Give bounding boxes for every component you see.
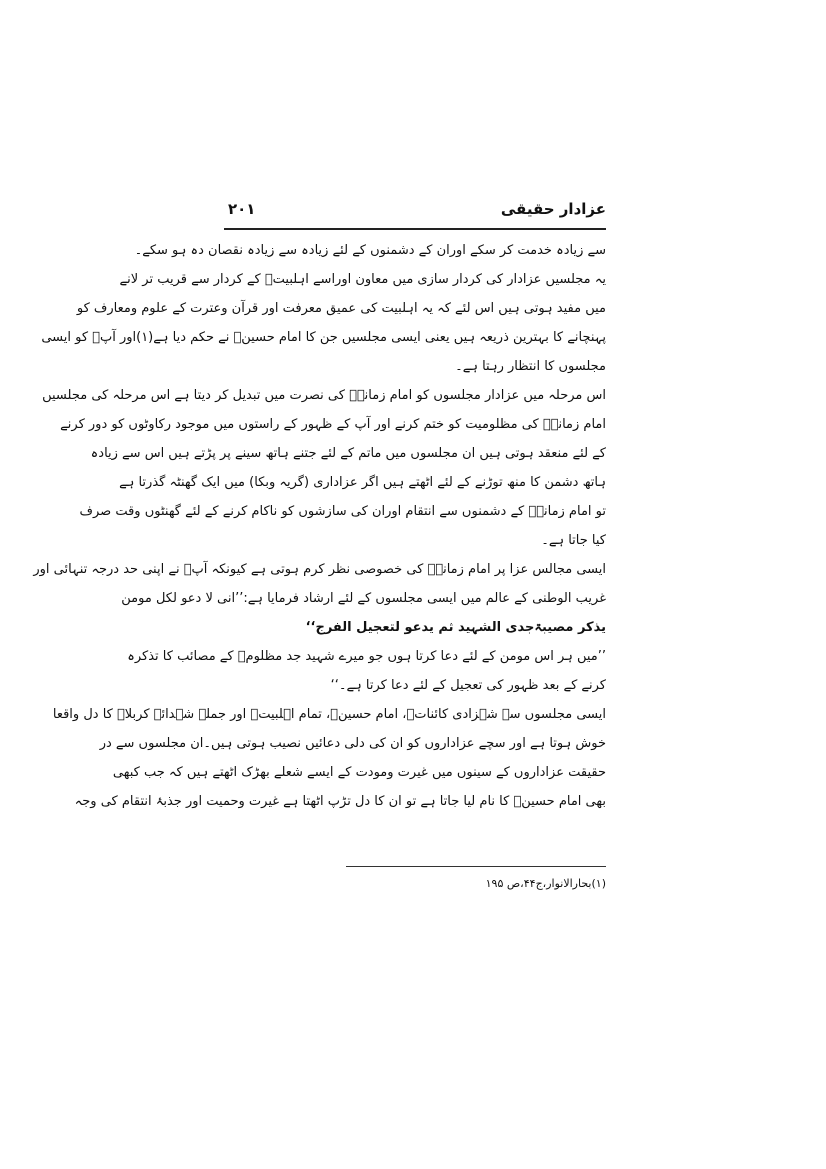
text-line: یہ مجلسیں عزادار کی کردار سازی میں معاون اوراسے اہلبیتؑ کے کردار سے قریب تر لانے (119, 272, 606, 287)
footnote: (۱)بحارالانوار،ج۴۴،ص ۱۹۵ (485, 877, 606, 890)
text-line: میں مفید ہوتی ہیں اس لئے کہ یہ اہلبیت کی عمیق معرفت اور قرآن وعترت کے علوم ومعارف کو (76, 301, 606, 316)
text-line: ’’میں ہر اس مومن کے لئے دعا کرتا ہوں جو میرے شہید جد مظلومؑ کے مصائب کا تذکرہ (127, 649, 606, 664)
page-header (224, 198, 606, 222)
text-line: کے لئے منعقد ہوتی ہیں ان مجلسوں میں ماتم کے لئے جتنے ہاتھ سینے پر پڑتے ہیں اس سے زیادہ (90, 446, 606, 461)
header-rule (224, 228, 606, 230)
text-line: امام زمانہؑ کی مظلومیت کو ختم کرنے اور آپ کے ظہور کے راستوں میں موجود رکاوٹوں کو دور کرنے (60, 417, 606, 432)
text-line: پہنچانے کا بہترین ذریعہ ہیں یعنی ایسی مجلسیں جن کا امام حسینؑ نے حکم دیا ہے(۱)اور آپؑ کو ایسی (41, 330, 606, 345)
page-number: ۲۰۱ (228, 200, 256, 218)
arabic-quote-line: یذکر مصیبۃجدی الشہید ثم یدعو لتعجیل الفرج‘‘ (305, 620, 606, 635)
text-line: ایسی مجلسوں سے شہزادی کائناتؑ، امام حسینؑ، تمام اہلبیتؑ اور جملہ شہدائے کربلاؑ کا دل واقعا (52, 707, 606, 722)
text-line: خوش ہوتا ہے اور سچے عزاداروں کو ان کی دلی دعائیں نصیب ہوتی ہیں۔ان مجلسوں سے در (99, 736, 606, 751)
text-line: حقیقت عزاداروں کے سینوں میں غیرت ومودت کے ایسے شعلے بھڑک اٹھتے ہیں کہ جب کبھی (112, 765, 606, 780)
text-line: بھی امام حسینؑ کا نام لیا جاتا ہے تو ان کا دل تڑپ اٹھتا ہے غیرت وحمیت اور جذبۂ انتقام کی وجہ (74, 794, 606, 809)
text-line: اس مرحلہ میں عزادار مجلسوں کو امام زمانہؑ کی نصرت میں تبدیل کر دیتا ہے اس مرحلہ کی مجلسیں (42, 388, 606, 403)
text-line: تو امام زمانہؑ کے دشمنوں سے انتقام اوران کی سازشوں کو ناکام کرنے کے لئے گھنٹوں وقت صرف (79, 504, 606, 519)
book-title: عزادار حقیقی (500, 200, 606, 218)
text-line: سے زیادہ خدمت کر سکے اوران کے دشمنوں کے لئے زیادہ سے زیادہ نقصان دہ ہو سکے۔ (134, 243, 606, 258)
text-line: کرنے کے بعد ظہور کی تعجیل کے لئے دعا کرتا ہے۔‘‘ (330, 678, 606, 693)
text-line: کیا جاتا ہے۔ (541, 533, 606, 548)
footnote-rule (346, 866, 606, 867)
text-line: ہاتھ دشمن کا منھ توڑنے کے لئے اٹھتے ہیں اگر عزاداری (گریہ وبکا) میں ایک گھنٹہ گذرتا ہے (119, 475, 606, 490)
text-line: ایسی مجالس عزا پر امام زمانہؑ کی خصوصی نظر کرم ہوتی ہے کیونکہ آپؑ نے اپنی حد درجہ تنہائی اور (33, 562, 606, 577)
text-line: غریب الوطنی کے عالم میں ایسی مجلسوں کے لئے ارشاد فرمایا ہے:’’انی لا دعو لکل مومن (121, 591, 606, 606)
body-text (33, 236, 606, 816)
text-line: مجلسوں کا انتظار رہتا ہے۔ (455, 359, 606, 374)
